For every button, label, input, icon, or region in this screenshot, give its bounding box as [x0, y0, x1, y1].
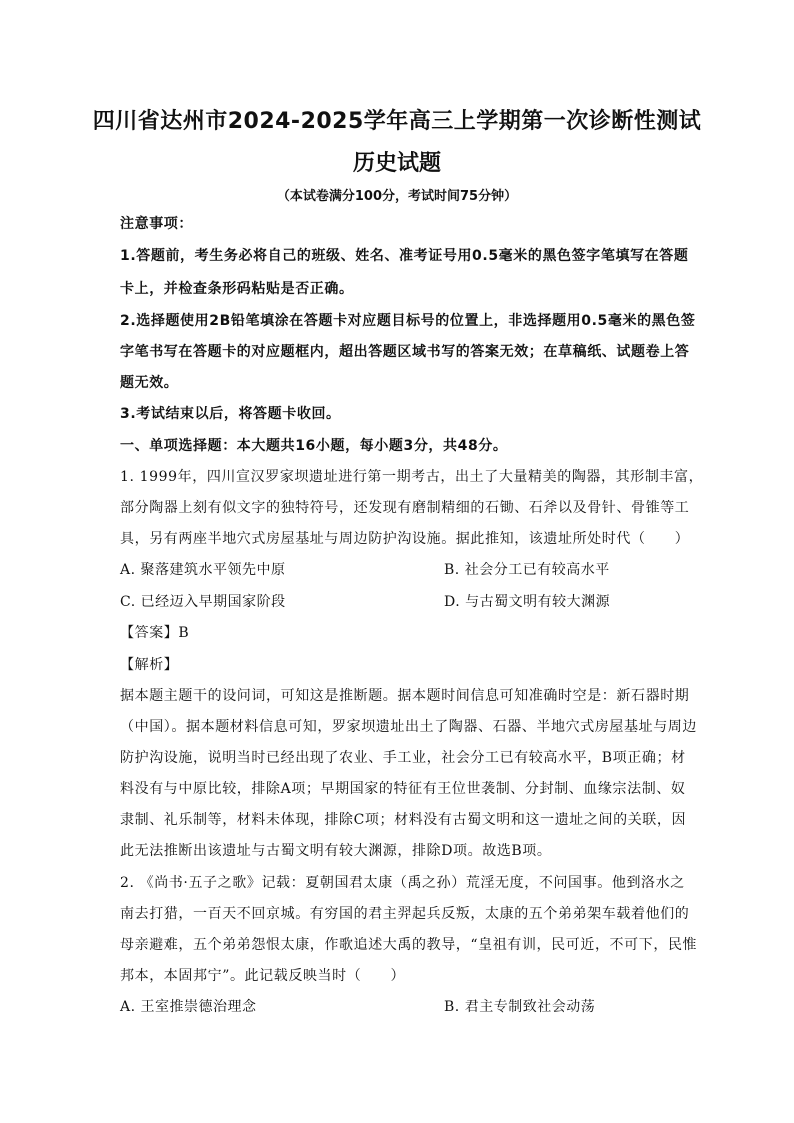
q2-stem-line: 南去打猎，一百天不回京城。有穷国的君主羿起兵反叛，太康的五个弟弟架车载着他们的 — [120, 906, 690, 922]
q2-option-b: B. 君主专制致社会动荡 — [444, 999, 596, 1015]
notice-line: 1.答题前，考生务必将自己的班级、姓名、准考证号用0.5毫米的黑色签字笔填写在答题 — [120, 248, 689, 264]
notice-line: 题无效。 — [120, 375, 179, 391]
q2-stem-line: 2. 《尚书·五子之歌》记载：夏朝国君太康（禹之孙）荒淫无度，不问国事。他到洛水之 — [120, 875, 685, 891]
notice-heading: 注意事项： — [120, 216, 193, 232]
q1-analysis-line: 此无法推断出该遗址与古蜀文明有较大渊源，排除D项。故选B项。 — [120, 843, 552, 859]
notice-line: 字笔书写在答题卡的对应题框内，超出答题区域书写的答案无效；在草稿纸、试题卷上答 — [120, 344, 690, 360]
q1-option-b: B. 社会分工已有较高水平 — [444, 562, 610, 578]
exam-info: （本试卷满分100分，考试时间75分钟） — [276, 189, 518, 204]
q1-analysis-line: 隶制、礼乐制等，材料未体现，排除C项；材料没有古蜀文明和这一遗址之间的关联，因 — [120, 812, 687, 828]
q1-analysis-line: 料没有与中原比较，排除A项；早期国家的特征有王位世袭制、分封制、血缘宗法制、奴 — [120, 781, 686, 797]
exam-title: 四川省达州市2024-2025学年高三上学期第一次诊断性测试 — [92, 109, 702, 134]
q1-stem-line: 具，另有两座半地穴式房屋基址与周边防护沟设施。据此推知，该遗址所处时代（ ） — [120, 531, 690, 547]
q1-stem-line: 部分陶器上刻有似文字的独特符号，还发现有磨制精细的石锄、石斧以及骨针、骨锥等工 — [120, 500, 690, 516]
q1-option-d: D. 与古蜀文明有较大渊源 — [444, 594, 611, 610]
q2-stem-line: 邦本，本固邦宁”。此记载反映当时（ ） — [120, 968, 406, 984]
q1-analysis-line: 据本题主题干的设问词，可知这是推断题。据本题时间信息可知准确时空是：新石器时期 — [120, 688, 690, 704]
q1-option-c: C. 已经迈入早期国家阶段 — [120, 594, 286, 610]
q1-analysis-line: （中国）。据本题材料信息可知，罗家坝遗址出土了陶器、石器、半地穴式房屋基址与周边 — [120, 719, 697, 735]
q1-analysis-line: 防护沟设施，说明当时已经出现了农业、手工业，社会分工已有较高水平，B项正确；材 — [120, 750, 686, 766]
subject-title: 历史试题 — [352, 151, 441, 176]
notice-line: 2.选择题使用2B铅笔填涂在答题卡对应题目标号的位置上，非选择题用0.5毫米的黑色签 — [120, 313, 696, 329]
q1-analysis-heading: 【解析】 — [120, 657, 179, 673]
q1-option-a: A. 聚落建筑水平领先中原 — [120, 562, 286, 578]
q2-stem-line: 母亲避难，五个弟弟怨恨太康，作歌追述大禹的教导，“皇祖有训，民可近，不可下，民惟 — [120, 937, 698, 953]
q1-stem-line: 1. 1999年，四川宣汉罗家坝遗址进行第一期考古，出土了大量精美的陶器，其形制丰富， — [120, 469, 704, 485]
q1-answer: 【答案】B — [120, 625, 190, 641]
section-heading: 一、单项选择题：本大题共16小题，每小题3分，共48分。 — [120, 438, 508, 454]
notice-line: 3.考试结束以后，将答题卡收回。 — [120, 406, 341, 422]
q2-option-a: A. 王室推崇德治理念 — [120, 999, 257, 1015]
notice-line: 卡上，并检查条形码粘贴是否正确。 — [120, 281, 354, 297]
